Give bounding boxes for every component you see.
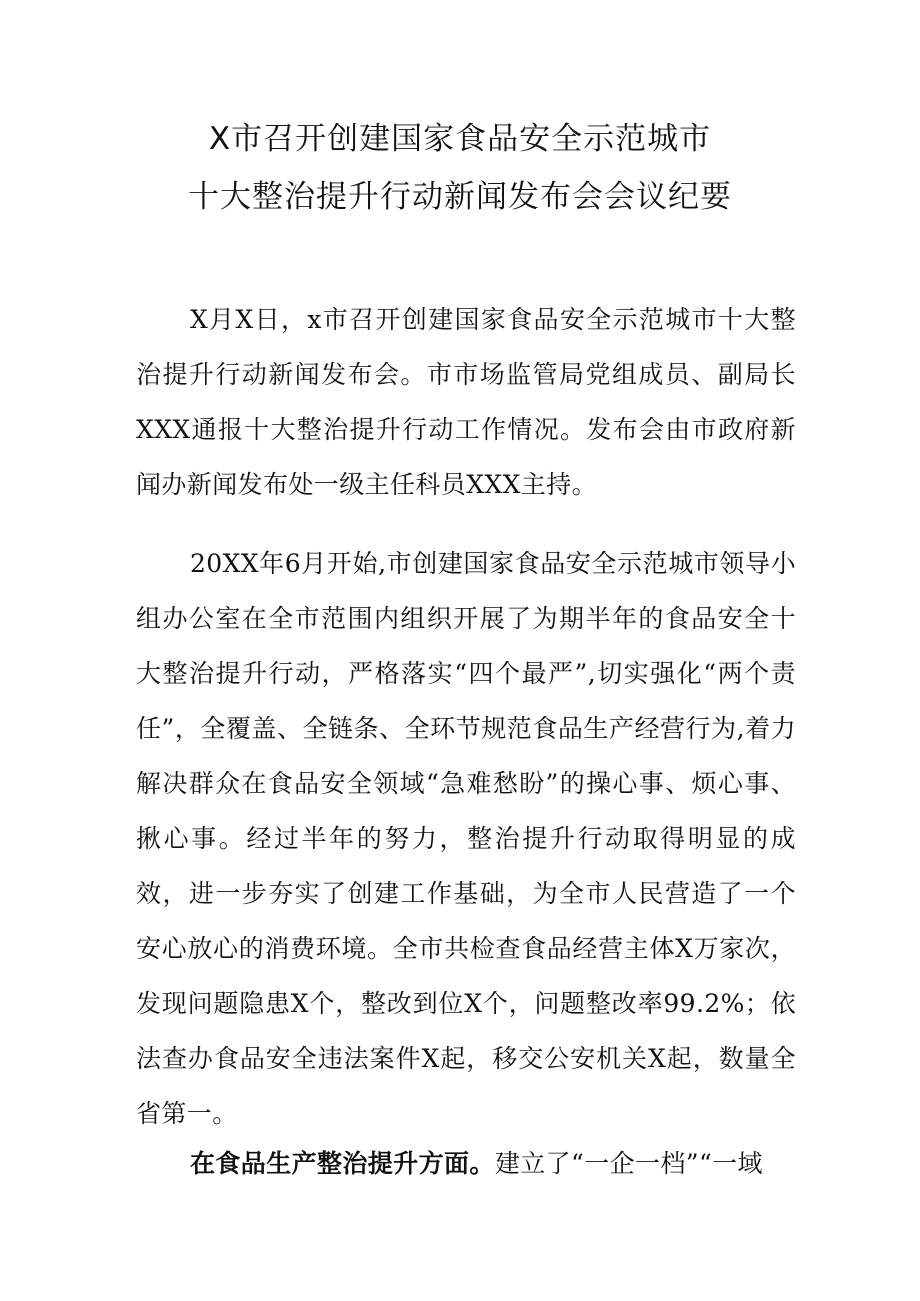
paragraph-1: X月X日，x市召开创建国家食品安全示范城市十大整治提升行动新闻发布会。市市场监管局党组成员、副局长XXX通报十大整治提升行动工作情况。发布会由市政府新闻办新闻发布处一级主任科员XXX主持。 — [136, 305, 796, 499]
document-title-line-1: X市召开创建国家食品安全示范城市 — [208, 121, 712, 157]
paragraph-3-heading: 在食品生产整治提升方面。 — [190, 1149, 495, 1178]
paragraph-3-text: 建立了“一企一档”“一域 — [494, 1149, 763, 1178]
document-title-line-2: 十大整治提升行动新闻发布会会议纪要 — [188, 179, 732, 215]
paragraph-2: 20XX年6月开始,市创建国家食品安全示范城市领导小组办公室在全市范围内组织开展了为期半年的食品安全十大整治提升行动，严格落实“四个最严”,切实强化“两个责任”，全覆盖、全链条、全环节规范食品生产经营行为,着力解决群众在食品安全领域“急难愁盼”的操心事、烦心事、揪心事。经过半年的努力，整治提升行动取得明显的成效，进一步夯实了创建工作基础，为全市人民营造了一个安心放心的消费环境。全市共检查食品经营主体X万家次，发现问题隐患X个，整改到位X个，问题整改率99.2%；依法查办食品安全违法案件X起，移交公安机关X起，数量全省第一。 — [136, 549, 796, 1128]
paragraph-3 — [136, 1136, 796, 1191]
